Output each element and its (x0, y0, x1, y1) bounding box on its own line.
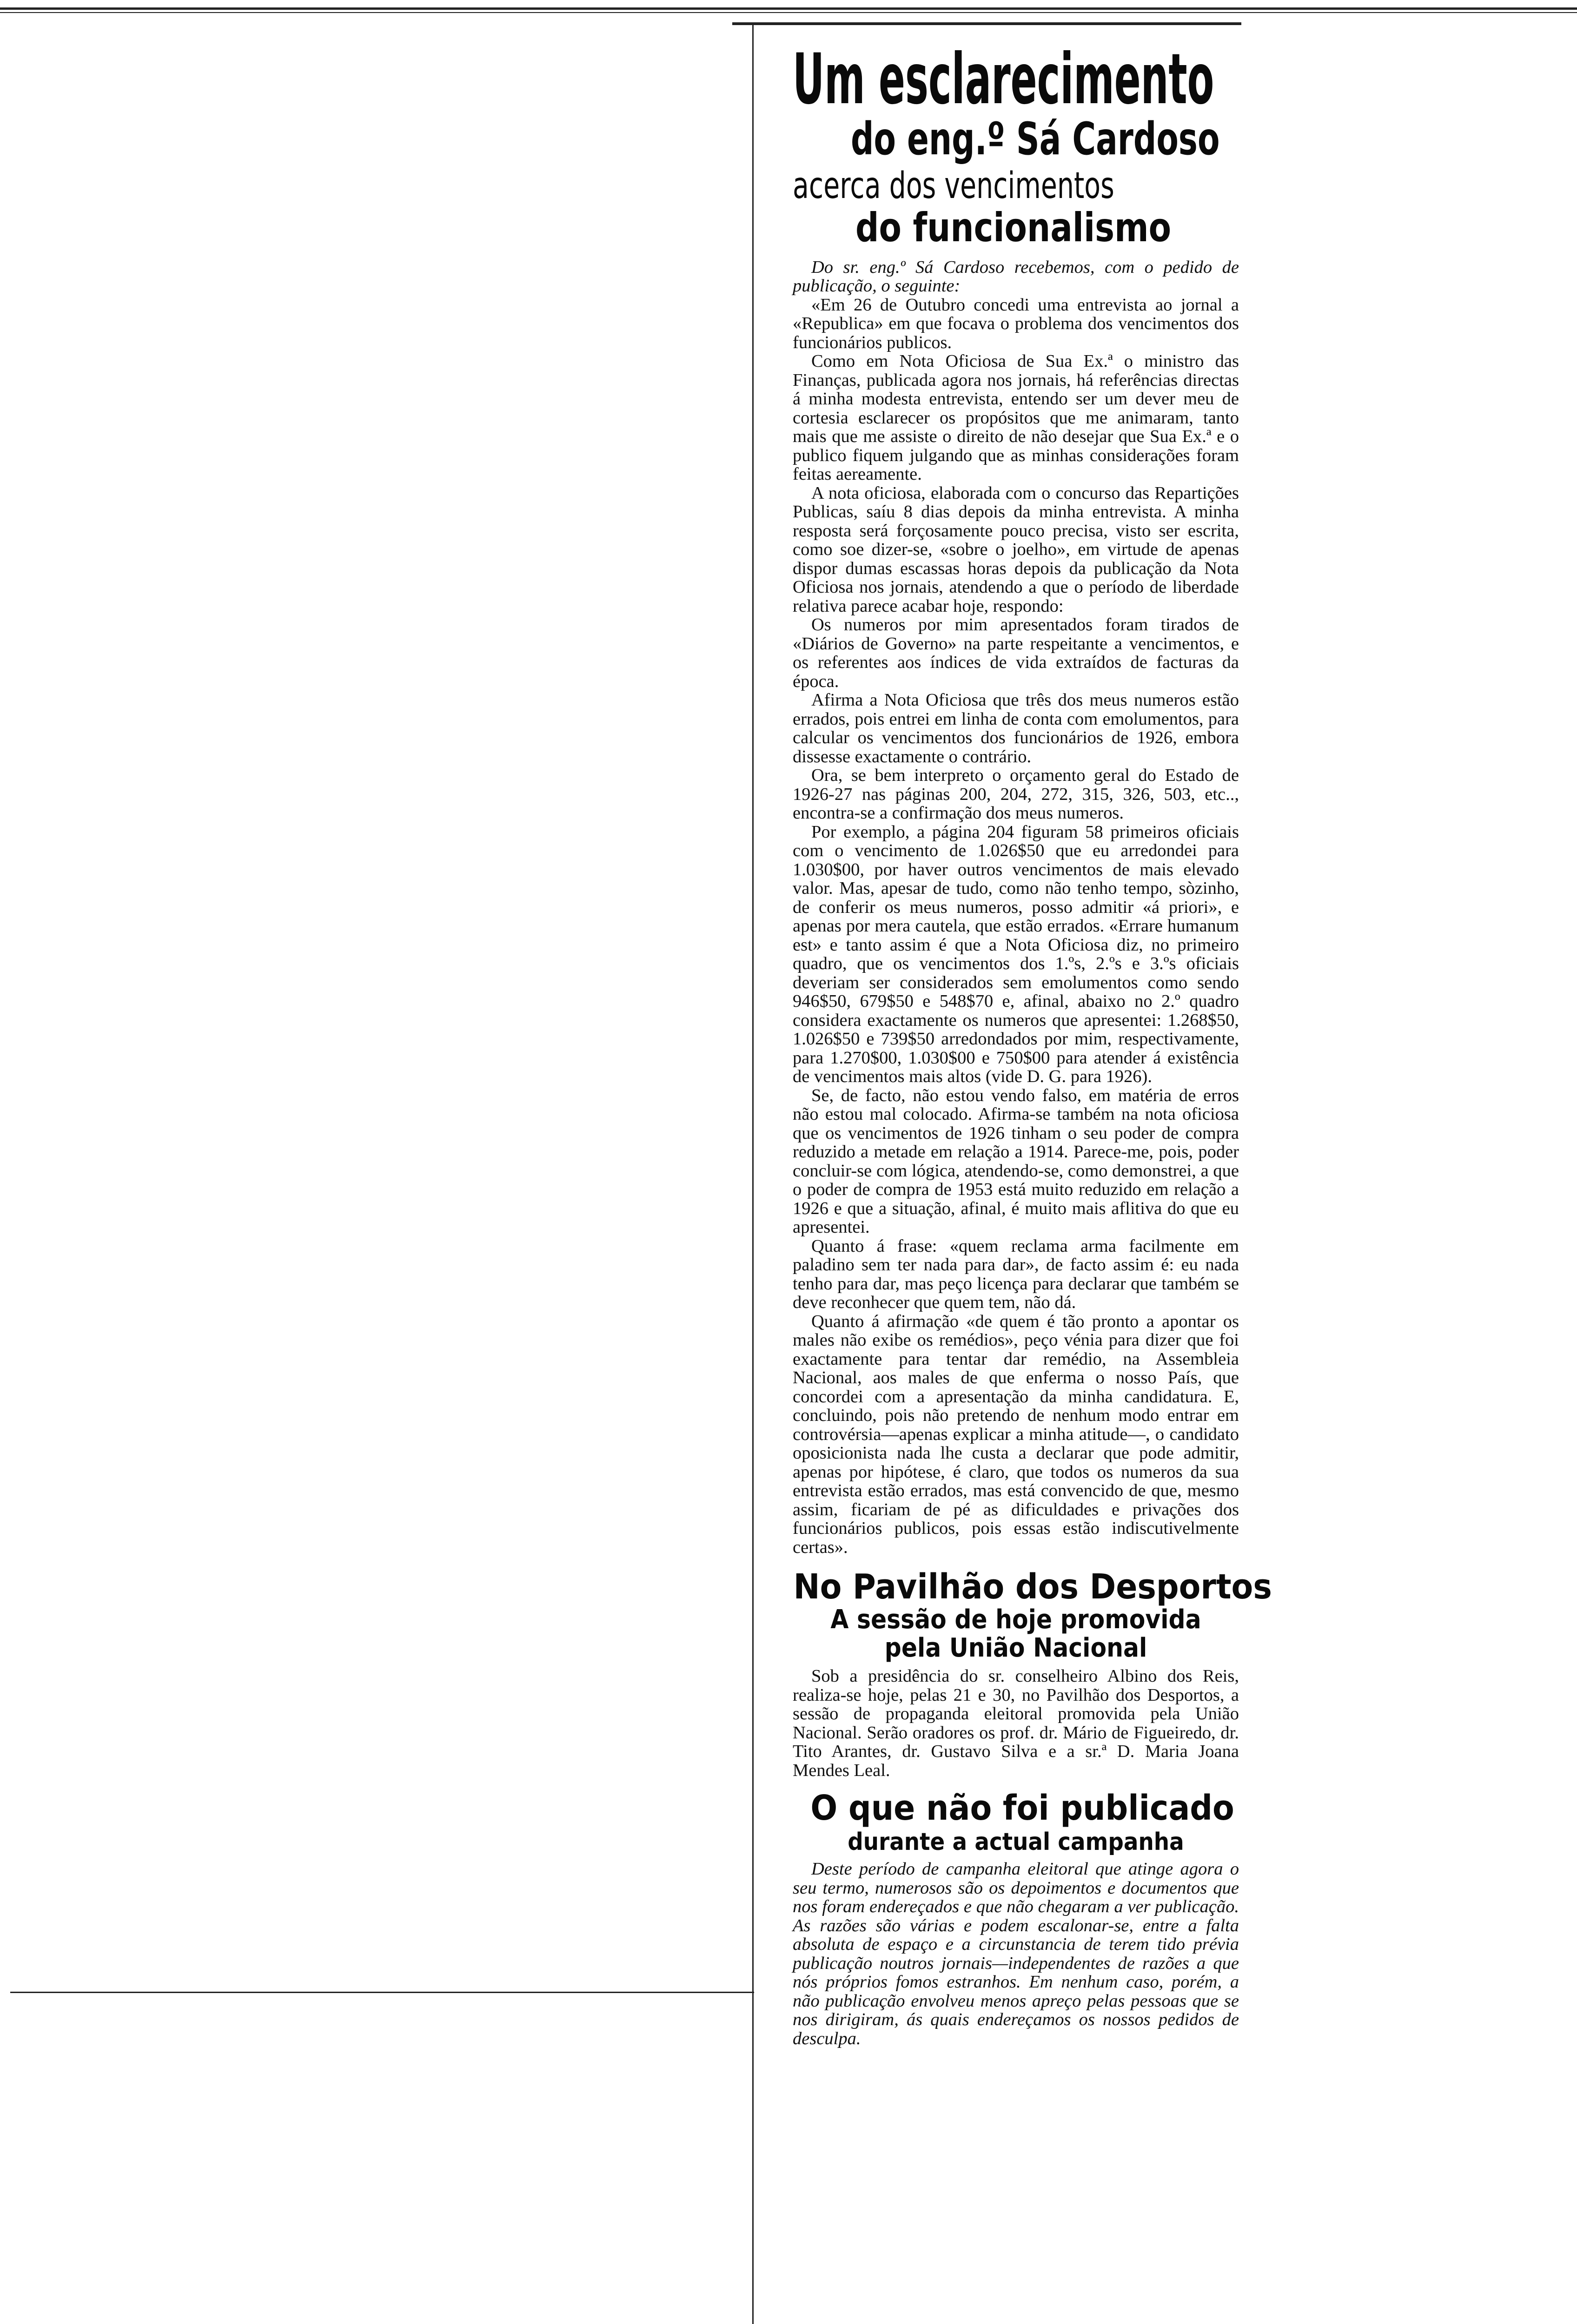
page-top-border (0, 7, 1577, 10)
article-3-subtitle: durante a actual campanha (848, 1828, 1184, 1856)
column-top-rule (732, 22, 1241, 25)
article-paragraph: Os numeros por mim apresentados foram tirados de «Diários de Governo» na parte respeitante a vencimentos, e os referentes aos índices de vida extraídos de facturas da época. (793, 615, 1239, 691)
article-2-title: No Pavilhão dos Desportos (793, 1567, 1272, 1607)
article-pavilhao (793, 1567, 1272, 1780)
article-sa-cardoso (793, 39, 1239, 1557)
headline-line-2: do eng.º Sá Cardoso (851, 113, 1220, 165)
page-top-border-thin (0, 12, 1577, 13)
article-paragraph: Se, de facto, não estou vendo falso, em matéria de erros não estou mal colocado. Afirma-se também na nota oficiosa que os vencimentos de 1926 tinham o seu poder de compra reduzido a metade em relação a 1914. Parece-me, pois, poder concluir-se com lógica, atendendo-se, como demonstrei, a que o poder de compra de 1953 está muito reduzido em relação a 1926 e que a situação, afinal, é muito mais aflitiva do que eu apresentei. (793, 1085, 1239, 1237)
article-2-body-wrap (793, 1667, 1239, 1780)
headline-line-1: Um esclarecimento (793, 39, 1214, 120)
article-2-subtitle-1: A sessão de hoje promovida (830, 1604, 1201, 1635)
article-3-body-wrap (793, 1860, 1239, 2048)
article-paragraph: Afirma a Nota Oficiosa que três dos meus numeros estão errados, pois entrei em linha de conta com emolumentos, para calcular os vencimentos dos funcionários de 1926, embora dissesse exactamente o contrário. (793, 690, 1239, 766)
article-paragraph: Por exemplo, a página 204 figuram 58 primeiros oficiais com o vencimento de 1.026$50 que eu arredondei para 1.030$00, por haver outros vencimentos de mais elevado valor. Mas, apesar de tudo, como não tenho tempo, sòzinho, de conferir os meus numeros, posso admitir «á priori», e apenas por mera cautela, que estão errados. «Errare humanum est» e tanto assim é que a Nota Oficiosa diz, no primeiro quadro, que os vencimentos dos 1.ºs, 2.ºs e 3.ºs oficiais deveriam ser considerados sem emolumentos como sendo 946$50, 679$50 e 548$70 e, afinal, abaixo no 2.º quadro considera exactamente os numeros que apresentei: 1.268$50, 1.026$50 e 739$50 arredondados por mim, respectivamente, para 1.270$00, 1.030$00 e 750$00 para atender á existência de vencimentos mais altos (vide D. G. para 1926). (793, 822, 1239, 1087)
article-body (793, 258, 1239, 1557)
headline-line-3: acerca dos vencimentos (793, 165, 1114, 207)
article-paragraph: Quanto á frase: «quem reclama arma facilmente em paladino sem ter nada para dar», de facto assim é: eu nada tenho para dar, mas peço licença para declarar que também se deve reconhecer que quem tem, não dá. (793, 1236, 1239, 1313)
article-paragraph: «Em 26 de Outubro concedi uma entrevista ao jornal a «Republica» em que focava o problema dos vencimentos dos funcionários publicos. (793, 295, 1239, 352)
article-3-title: O que não foi publicado (810, 1788, 1234, 1829)
column-left-rule (752, 25, 754, 2324)
article-2-body: Sob a presidência do sr. conselheiro Albino dos Reis, realiza-se hoje, pelas 21 e 30, no Pavilhão dos Desportos, a sessão de propaganda eleitoral promovida pela União Nacional. Serão oradores os prof. dr. Mário de Figueiredo, dr. Tito Arantes, dr. Gustavo Silva e a sr.ª D. Maria Joana Mendes Leal. (793, 1666, 1239, 1780)
article-2-subtitle-2: pela União Nacional (884, 1632, 1147, 1663)
article-paragraph: A nota oficiosa, elaborada com o concurso das Repartições Publicas, saíu 8 dias depois da minha entrevista. A minha resposta será forçosamente pouco precisa, visto ser escrita, como soe dizer-se, «sobre o joelho», em virtude de apenas dispor dumas escassas horas depois da publicação da Nota Oficiosa nos jornais, atendendo a que o período de liberdade relativa parece acabar hoje, respondo: (793, 483, 1239, 616)
article-paragraph: Como em Nota Oficiosa de Sua Ex.ª o ministro das Finanças, publicada agora nos jornais, há referências directas á minha modesta entrevista, entendo ser um dever meu de cortesia esclarecer os propósitos que me animaram, tanto mais que me assiste o direito de não desejar que Sua Ex.ª e o publico fiquem julgando que as minhas considerações foram feitas aereamente. (793, 351, 1239, 484)
article-paragraph: Quanto á afirmação «de quem é tão pronto a apontar os males não exibe os remédios», peço vénia para dizer que foi exactamente para tentar dar remédio, na Assembleia Nacional, aos males de que enferma o nosso País, que concordei com a apresentação da minha candidatura. E, concluindo, pois não pretendo de nenhum modo entrar em controvérsia—apenas explicar a minha atitude—, o candidato oposicionista nada lhe custa a declarar que pode admitir, apenas por hipótese, é claro, que todos os numeros da sua entrevista estão errados, mas está convencido de que, mesmo assim, ficariam de pé as dificuldades e privações dos funcionários publicos, pois essas estão indiscutivelmente certas». (793, 1311, 1239, 1557)
headline-line-4: do funcionalismo (855, 204, 1172, 251)
article-paragraph: Ora, se bem interpreto o orçamento geral do Estado de 1926-27 nas páginas 200, 204, 272, 315, 326, 503, etc.., encontra-se a confirmação dos meus numeros. (793, 766, 1239, 823)
article-column (793, 39, 1272, 2048)
article-intro: Do sr. eng.º Sá Cardoso recebemos, com o pedido de publicação, o seguinte: (793, 257, 1239, 296)
article-3-body: Deste período de campanha eleitoral que atinge agora o seu termo, numerosos são os depoimentos e documentos que nos foram endereçados e que não chegaram a ver publicação. As razões são várias e podem escalonar-se, entre a falta absoluta de espaço e a circunstancia de terem tido prévia publicação noutros jornais—independentes de razões a que nós próprios fomos estranhos. Em nenhum caso, porém, a não publicação envolveu menos apreço pelas pessoas que se nos dirigiram, ás quais endereçamos os nossos pedidos de desculpa. (793, 1859, 1239, 2048)
article-nao-publicado (793, 1790, 1239, 2048)
left-margin-rule (10, 1992, 754, 1993)
